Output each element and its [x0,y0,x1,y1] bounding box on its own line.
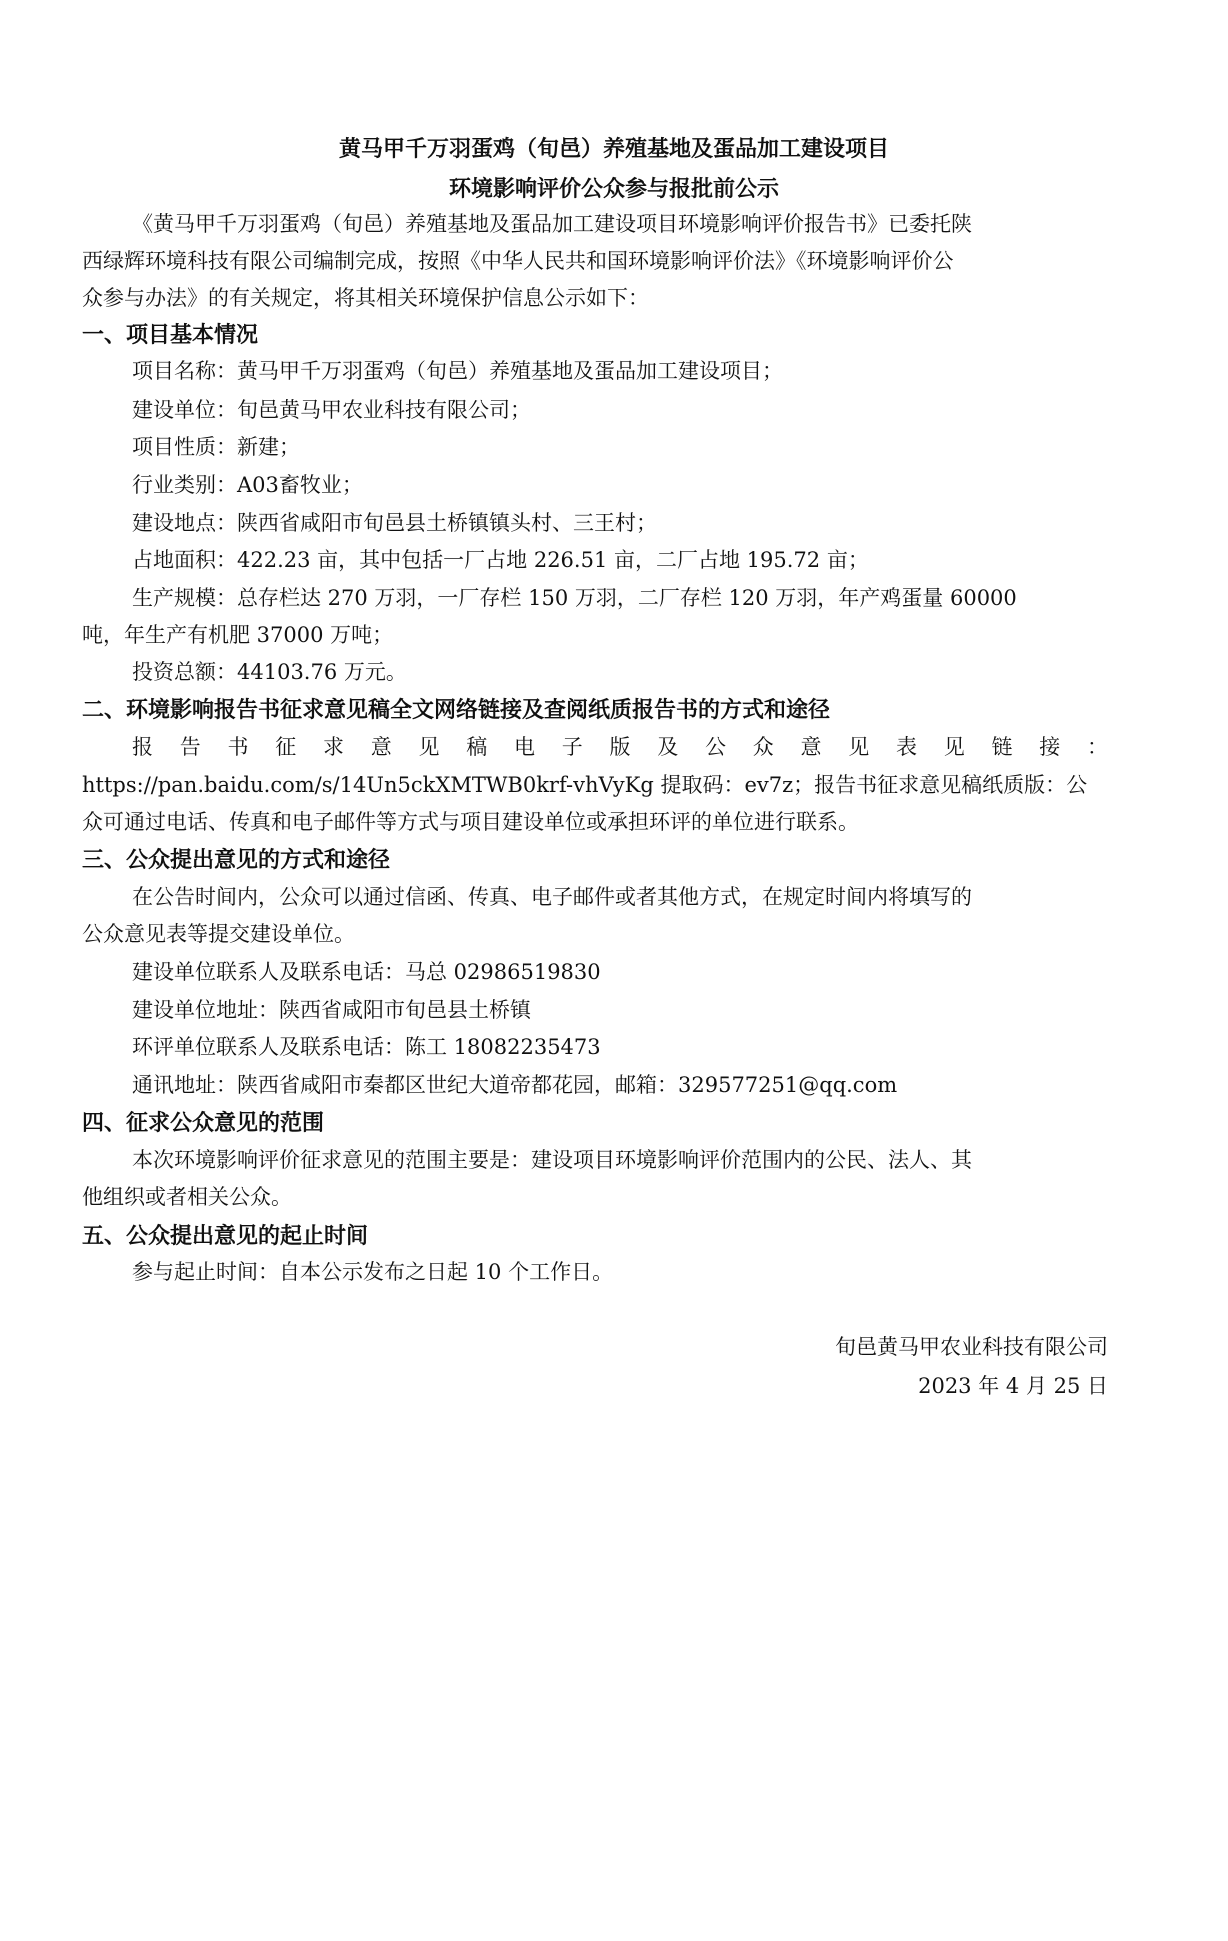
document-title-line1: 黄马甲千万羽蛋鸡（旬邑）养殖基地及蛋品加工建设项目 [338,136,889,162]
signature-date: 2023 年 4 月 25 日 [918,1374,1108,1398]
total-investment: 投资总额：44103.76 万元。 [132,660,407,684]
project-name: 项目名称：黄马甲千万羽蛋鸡（旬邑）养殖基地及蛋品加工建设项目； [132,359,783,383]
report-contact-info: 众可通过电话、传真和电子邮件等方式与项目建设单位或承担环评的单位进行联系。 [82,810,859,834]
construction-contact: 建设单位联系人及联系电话：马总 02986519830 [132,960,601,984]
industry-category: 行业类别：A03畜牧业； [132,473,363,497]
scope-line-2: 他组织或者相关公众。 [82,1185,292,1209]
construction-unit: 建设单位：旬邑黄马甲农业科技有限公司； [132,398,531,422]
construction-address: 建设单位地址：陕西省咸阳市旬邑县土桥镇 [132,998,531,1022]
signature-company: 旬邑黄马甲农业科技有限公司 [835,1335,1108,1359]
intro-line-1: 《黄马甲千万羽蛋鸡（旬邑）养殖基地及蛋品加工建设项目环境影响评价报告书》已委托陕 [132,212,972,236]
report-link-url[interactable]: https://pan.baidu.com/s/14Un5ckXMTWB0krf-vhVyKg 提取码：ev7z；报告书征求意见稿纸质版：公 [82,773,1088,797]
scope-line-1: 本次环境影响评价征求意见的范围主要是：建设项目环境影响评价范围内的公民、法人、其 [132,1148,972,1172]
document-title-line2: 环境影响评价公众参与报批前公示 [448,176,779,202]
comment-methods-1: 在公告时间内，公众可以通过信函、传真、电子邮件或者其他方式，在规定时间内将填写的 [132,885,972,909]
comment-methods-2: 公众意见表等提交建设单位。 [82,922,355,946]
section3-heading: 三、公众提出意见的方式和途径 [82,847,391,873]
project-nature: 项目性质：新建； [132,435,300,459]
participation-period: 参与起止时间：自本公示发布之日起 10 个工作日。 [132,1260,614,1284]
section5-heading: 五、公众提出意见的起止时间 [82,1223,369,1249]
production-scale: 生产规模：总存栏达 270 万羽，一厂存栏 150 万羽，二厂存栏 120 万羽，年产鸡蛋量 60000 [132,586,1017,610]
section4-heading: 四、征求公众意见的范围 [82,1110,325,1136]
report-link-intro: 报 告 书 征 求 意 见 稿 电 子 版 及 公 众 意 见 表 见 链 接 ： [132,735,1108,759]
mailing-address: 通讯地址：陕西省咸阳市秦都区世纪大道帝都花园，邮箱：329577251@qq.com [132,1073,898,1097]
land-area: 占地面积：422.23 亩，其中包括一厂占地 226.51 亩，二厂占地 195.72 亩； [132,548,869,572]
intro-line-3: 众参与办法》的有关规定，将其相关环境保护信息公示如下： [82,286,649,310]
eia-contact: 环评单位联系人及联系电话：陈工 18082235473 [132,1035,601,1059]
construction-site: 建设地点：陕西省咸阳市旬邑县土桥镇镇头村、三王村； [132,511,657,535]
production-scale-cont: 吨，年生产有机肥 37000 万吨； [82,623,394,647]
section2-heading: 二、环境影响报告书征求意见稿全文网络链接及查阅纸质报告书的方式和途径 [82,697,831,723]
intro-line-2: 西绿辉环境科技有限公司编制完成，按照《中华人民共和国环境影响评价法》《环境影响评价公 [82,249,954,273]
section1-heading: 一、项目基本情况 [82,322,259,348]
